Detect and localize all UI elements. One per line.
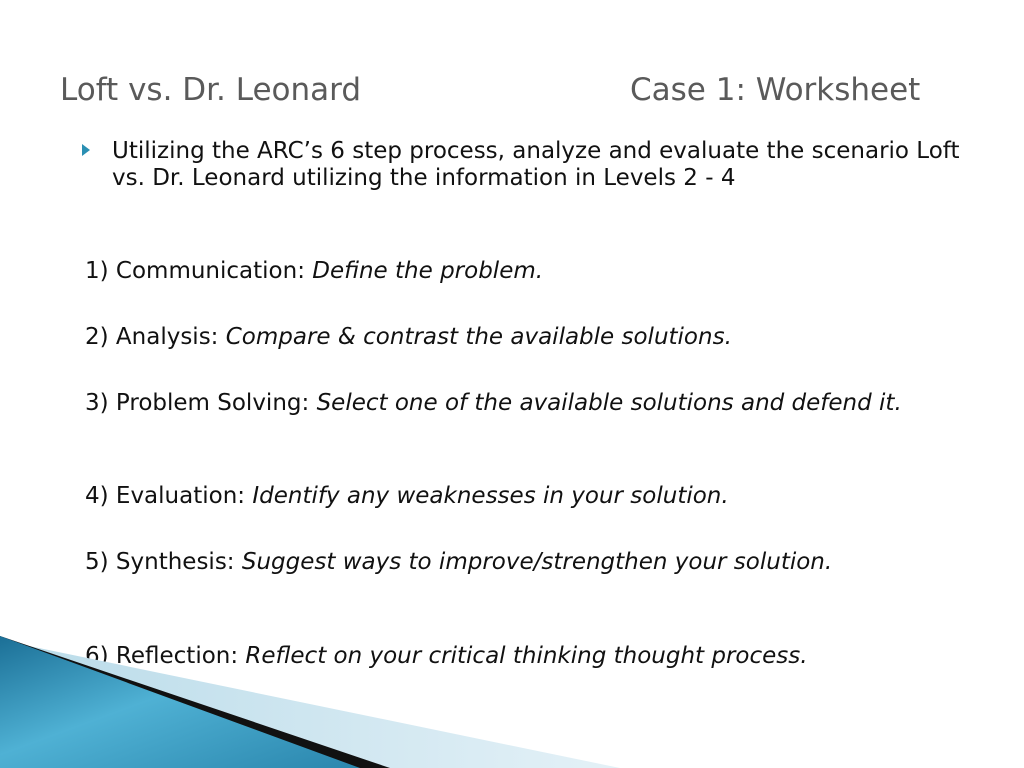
step-label: 3) Problem Solving: <box>85 390 317 416</box>
step-label: 5) Synthesis: <box>85 549 242 575</box>
step-description: Define the problem. <box>312 258 544 284</box>
step-synthesis <box>85 549 995 576</box>
step-description: Reflect on your critical thinking thought process. <box>245 643 808 669</box>
slide-title <box>60 72 960 116</box>
step-communication <box>85 258 995 285</box>
step-description: Identify any weaknesses in your solution. <box>252 483 729 509</box>
step-problem-solving <box>85 390 995 417</box>
step-label: 2) Analysis: <box>85 324 226 350</box>
corner-decoration <box>0 628 1024 768</box>
step-analysis <box>85 324 995 351</box>
step-label: 6) Reflection: <box>85 643 246 669</box>
title-right: Case 1: Worksheet <box>630 72 921 108</box>
step-description: Select one of the available solutions and defend it. <box>316 390 902 416</box>
intro-text: Utilizing the ARC’s 6 step process, analyze and evaluate the scenario Loft vs. Dr. Leonard utilizing the information in Levels 2 - 4 <box>112 138 960 191</box>
title-left: Loft vs. Dr. Leonard <box>60 72 362 108</box>
bullet-arrow-icon <box>82 144 90 156</box>
step-label: 1) Communication: <box>85 258 313 284</box>
step-description: Suggest ways to improve/strengthen your solution. <box>241 549 833 575</box>
intro-bullet <box>82 138 962 192</box>
step-label: 4) Evaluation: <box>85 483 253 509</box>
step-description: Compare & contrast the available solutions. <box>225 324 732 350</box>
step-evaluation <box>85 483 995 510</box>
